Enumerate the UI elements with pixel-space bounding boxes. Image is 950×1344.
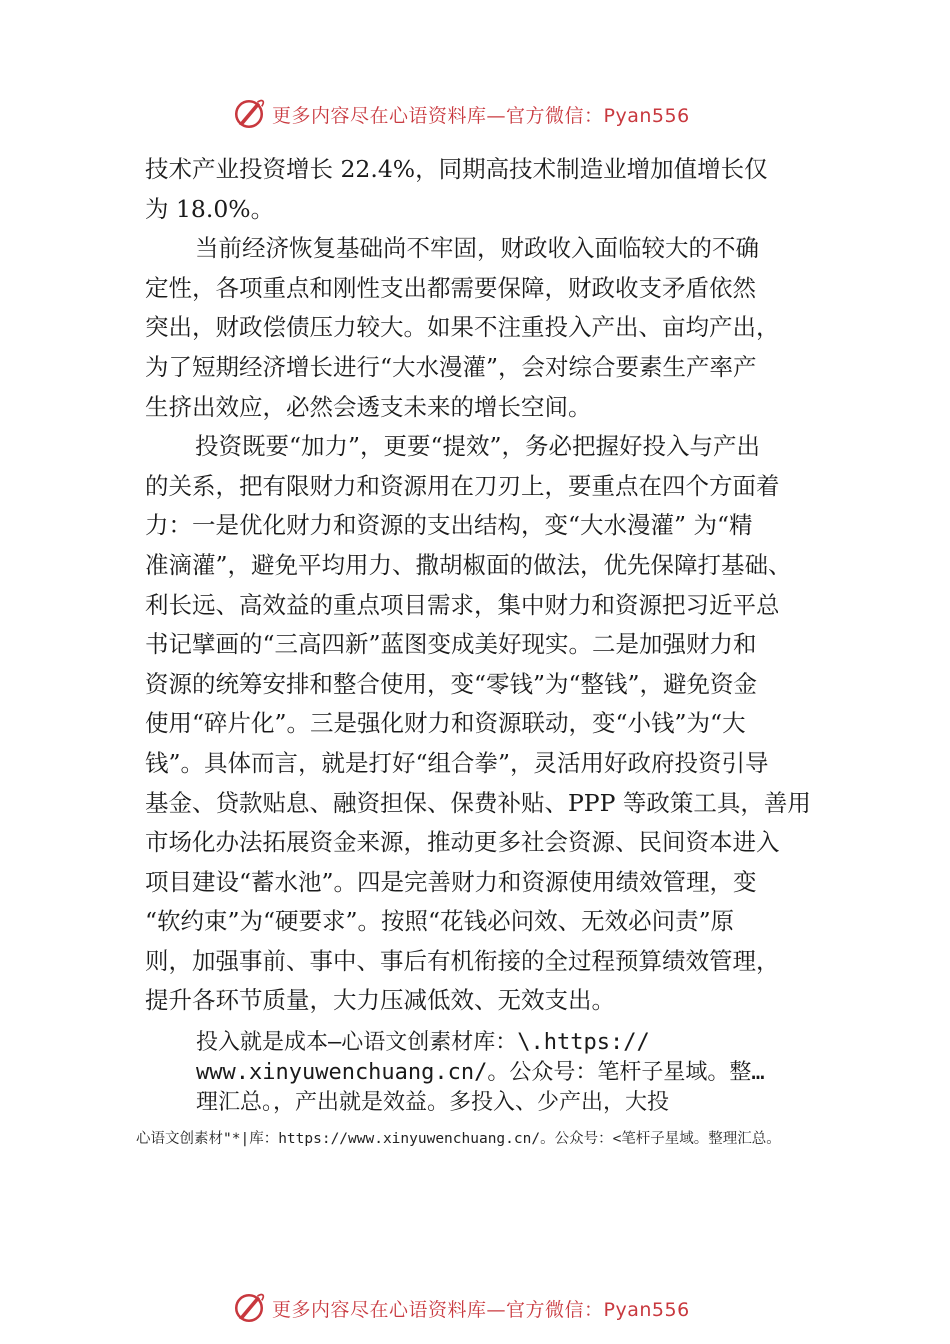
body-line: 钱”。具体而言，就是打好“组合拳”，灵活用好政府投资引导 [145, 748, 769, 777]
body-line: 使用“碎片化”。三是强化财力和资源联动，变“小钱”为“大 [145, 709, 746, 738]
body-line: 资源的统筹安排和整合使用，变“零钱”为“整钱”，避免资金 [145, 669, 758, 698]
footer-banner-text: 更多内容尽在心语资料库—官方微信：Pyan556 [272, 1298, 690, 1321]
body-line: “软约束”为“硬要求”。按照“花钱必问效、无效必问责”原 [145, 907, 735, 936]
body-line: 市场化办法拓展资金来源，推动更多社会资源、民间资本进入 [145, 828, 780, 857]
quill-logo-icon [232, 1291, 266, 1325]
body-line: 的关系，把有限财力和资源用在刀刃上，要重点在四个方面着 [145, 471, 780, 500]
body-line: 生挤出效应，必然会透支未来的增长空间。 [145, 392, 592, 421]
body-line: 为了短期经济增长进行“大水漫灌”，会对综合要素生产率产 [145, 352, 757, 381]
mono-line: 投入就是成本—心语文创素材库：\.https:// [196, 1030, 650, 1055]
body-line: 当前经济恢复基础尚不牢固，财政收入面临较大的不确 [195, 234, 759, 263]
body-line: 项目建设“蓄水池”。四是完善财力和资源使用绩效管理，变 [145, 867, 757, 896]
footer-wechat-id: Pyan556 [603, 1298, 690, 1321]
body-line: 为 18.0%。 [145, 194, 275, 223]
quill-logo-icon [232, 97, 266, 131]
body-line: 投资既要“加力”，更要“提效”，务必把握好投入与产出 [195, 432, 761, 461]
body-line: 则，加强事前、事中、事后有机衔接的全过程预算绩效管理， [145, 946, 780, 975]
header-banner [232, 96, 690, 132]
footer-banner [232, 1290, 690, 1326]
body-line: 力：一是优化财力和资源的支出结构，变“大水漫灌” 为“精 [145, 511, 753, 540]
body-line: 技术产业投资增长 22.4%，同期高技术制造业增加值增长仅 [145, 155, 768, 183]
body-line: 定性，各项重点和刚性支出都需要保障，财政收支矛盾依然 [145, 273, 756, 302]
body-line: 利长远、高效益的重点项目需求，集中财力和资源把习近平总 [145, 590, 780, 619]
body-line: 突出，财政偿债压力较大。如果不注重投入产出、亩均产出， [145, 313, 780, 342]
body-line: 书记擘画的“三高四新”蓝图变成美好现实。二是加强财力和 [145, 630, 757, 659]
body-line: 准滴灌”，避免平均用力、撒胡椒面的做法，优先保障打基础、 [145, 550, 792, 579]
article-body [145, 150, 817, 1021]
body-line: 基金、贷款贴息、融资担保、保费补贴、PPP 等政策工具，善用 [145, 788, 811, 817]
header-banner-text: 更多内容尽在心语资料库—官方微信：Pyan556 [272, 104, 690, 127]
body-line: 提升各环节质量，大力压减低效、无效支出。 [145, 986, 615, 1015]
mono-line: 理汇总。，产出就是效益。多投入、少产出，大投 [196, 1090, 670, 1115]
watermark-text-block [196, 1028, 816, 1118]
header-wechat-id: Pyan556 [603, 104, 690, 127]
footnote-text: 心语文创素材"*|库：https://www.xinyuwenchuang.cn/。公众号：<笔杆子星域。整理汇总。 [136, 1131, 781, 1147]
mono-line: www.xinyuwenchuang.cn/。公众号：笔杆子星域。整… [196, 1060, 765, 1085]
